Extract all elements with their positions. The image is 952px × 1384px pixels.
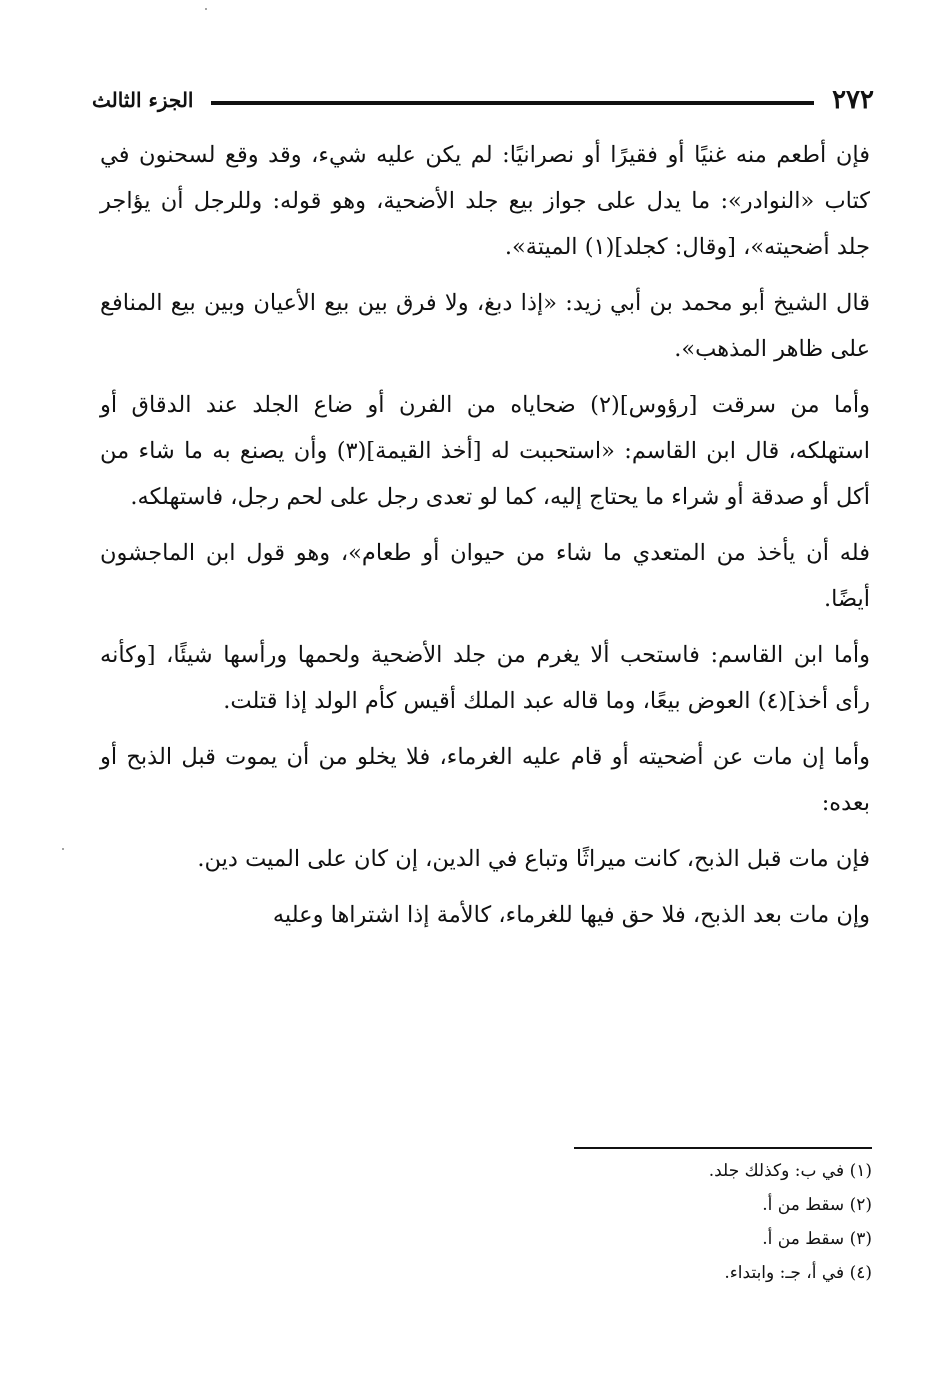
footnote: (٤) في أ، جـ: وابتداء. xyxy=(724,1263,872,1283)
running-header xyxy=(92,80,874,120)
footnote-separator xyxy=(574,1147,872,1149)
paragraph: وأما إن مات عن أضحيته أو قام عليه الغرماء، فلا يخلو من أن يموت قبل الذبح أو بعده: xyxy=(100,744,870,816)
header-rule xyxy=(211,101,814,105)
paragraph: وأما ابن القاسم: فاستحب ألا يغرم من جلد الأضحية ولحمها ورأسها شيئًا، [وكأنه رأى أخذ](٤) العوض بيعًا، وما قاله عبد الملك أقيس كأم الولد إذا قتلت. xyxy=(100,642,870,714)
footnotes xyxy=(372,1154,872,1290)
paragraph: فله أن يأخذ من المتعدي ما شاء من حيوان أو طعام»، وهو قول ابن الماجشون أيضًا. xyxy=(100,540,870,612)
scan-speck xyxy=(62,848,64,850)
paragraph: قال الشيخ أبو محمد بن أبي زيد: «إذا دبغ، ولا فرق بين بيع الأعيان وبين بيع المنافع على ظاهر المذهب». xyxy=(100,290,870,362)
paragraph: وإن مات بعد الذبح، فلا حق فيها للغرماء، كالأمة إذا اشتراها وعليه xyxy=(272,902,870,928)
footnote: (١) في ب: وكذلك جلد. xyxy=(708,1161,872,1181)
scan-speck xyxy=(205,8,207,10)
main-text xyxy=(100,132,870,948)
paragraph: وأما من سرقت [رؤوس](٢) ضحاياه من الفرن أو ضاع الجلد عند الدقاق أو استهلكه، قال ابن القاسم: «استحببت له [أخذ القيمة](٣) وأن يصنع به ما شاء من أكل أو صدقة أو شراء ما يحتاج إليه، كما لو تعدى رجل على لحم رجل، فاستهلكه. xyxy=(100,392,870,510)
page-number: ٢٧٢ xyxy=(832,85,874,115)
footnote: (٣) سقط من أ. xyxy=(762,1229,872,1249)
part-title: الجزء الثالث xyxy=(92,88,194,112)
footnote: (٢) سقط من أ. xyxy=(762,1195,872,1215)
paragraph: فإن أطعم منه غنيًا أو فقيرًا أو نصرانيًا: لم يكن عليه شيء، وقد وقع لسحنون في كتاب «النوادر»: ما يدل على جواز بيع جلد الأضحية، وهو قوله: وللرجل أن يؤاجر جلد أضحيته»، [وقال: كجلد](١) الميتة». xyxy=(100,142,870,260)
paragraph: فإن مات قبل الذبح، كانت ميراثًا وتباع في الدين، إن كان على الميت دين. xyxy=(197,846,870,872)
